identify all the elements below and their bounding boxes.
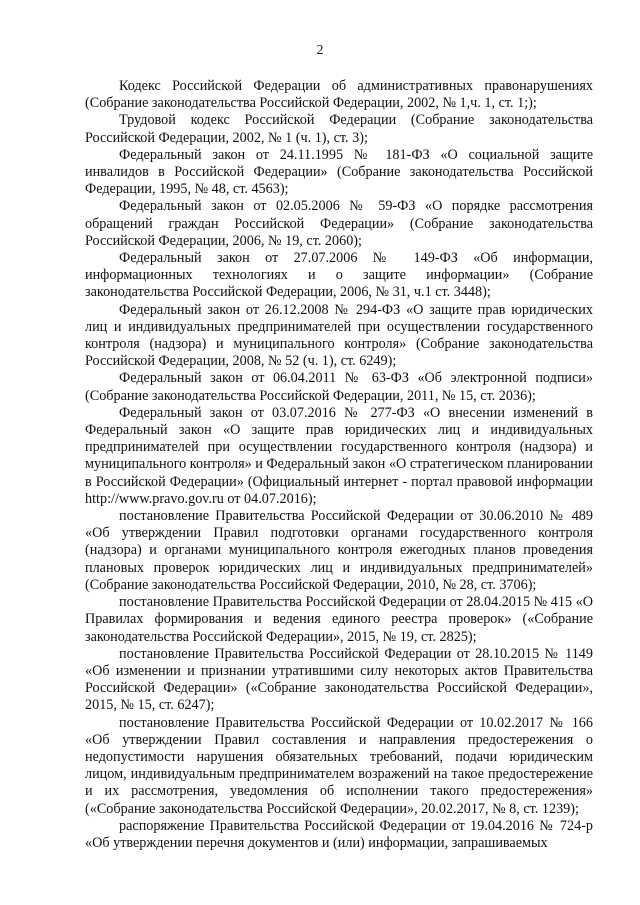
paragraph-resolution-1149: постановление Правительства Российской Федерации от 28.10.2015 № 1149 «Об изменении и признании утратившими силу некоторых актов Правительства Российской Федерации» («Собрание законодательства Российской Федерации», 2015, № 15, ст. 6247); <box>85 645 593 714</box>
paragraph-order-724-r: распоряжение Правительства Российской Федерации от 19.04.2016 № 724-р «Об утверждении перечня документов и (или) информации, запрашиваемых <box>85 817 593 851</box>
paragraph-law-149-fz: Федеральный закон от 27.07.2006 № 149-ФЗ «Об информации, информационных технологиях и о защите информации» (Собрание законодательства Российской Федерации, 2006, № 31, ч.1 ст. 3448); <box>85 250 593 301</box>
paragraph-administrative-code: Кодекс Российской Федерации об административных правонарушениях (Собрание законодательства Российской Федерации, 2002, № 1,ч. 1, ст. 1;); <box>85 78 593 112</box>
paragraph-law-294-fz: Федеральный закон от 26.12.2008 № 294-ФЗ «О защите прав юридических лиц и индивидуальных предпринимателей при осуществлении государственного контроля (надзора) и муниципального контроля» (Собрание законодательства Российской Федерации, 2008, № 52 (ч. 1), ст. 6249); <box>85 301 593 370</box>
paragraph-resolution-489: постановление Правительства Российской Федерации от 30.06.2010 № 489 «Об утверждении Правил подготовки органами государственного контроля (надзора) и органами муниципального контроля ежегодных планов проведения плановых проверок юридических лиц и индивидуальных предпринимателей» (Собрание законодательства Российской Федерации, 2010, № 28, ст. 3706); <box>85 508 593 593</box>
paragraph-law-59-fz: Федеральный закон от 02.05.2006 № 59-ФЗ «О порядке рассмотрения обращений граждан Российской Федерации» (Собрание законодательства Российской Федерации, 2006, № 19, ст. 2060); <box>85 198 593 249</box>
paragraph-law-277-fz: Федеральный закон от 03.07.2016 № 277-ФЗ «О внесении изменений в Федеральный закон «О защите прав юридических лиц и индивидуальных предпринимателей при осуществлении государственного контроля (надзора) и муниципального контроля» и Федеральный закон «О стратегическом планировании в Российской Федерации» (Официальный интернет - портал правовой информации http://www.pravo.gov.ru от 04.07.2016); <box>85 404 593 507</box>
legal-acts-list <box>85 78 593 852</box>
paragraph-resolution-166: постановление Правительства Российской Федерации от 10.02.2017 № 166 «Об утверждении Правил составления и направления предостережения о недопустимости нарушения обязательных требований, подачи юридическим лицом, индивидуальным предпринимателем возражений на такое предостережение и их рассмотрения, уведомления об исполнении такого предостережения» («Собрание законодательства Российской Федерации», 20.02.2017, № 8, ст. 1239); <box>85 714 593 817</box>
paragraph-law-181-fz: Федеральный закон от 24.11.1995 № 181-ФЗ «О социальной защите инвалидов в Российской Федерации» (Собрание законодательства Российской Федерации, 1995, № 48, ст. 4563); <box>85 146 593 198</box>
paragraph-resolution-415: постановление Правительства Российской Федерации от 28.04.2015 № 415 «О Правилах формирования и ведения единого реестра проверок» («Собрание законодательства Российской Федерации», 2015, № 19, ст. 2825); <box>85 594 593 645</box>
paragraph-law-63-fz: Федеральный закон от 06.04.2011 № 63-ФЗ «Об электронной подписи» (Собрание законодательства Российской Федерации, 2011, № 15, ст. 2036); <box>85 370 593 404</box>
page-number: 2 <box>316 43 324 58</box>
paragraph-labor-code: Трудовой кодекс Российской Федерации (Собрание законодательства Российской Федерации, 2002, № 1 (ч. 1), ст. 3); <box>85 112 593 146</box>
